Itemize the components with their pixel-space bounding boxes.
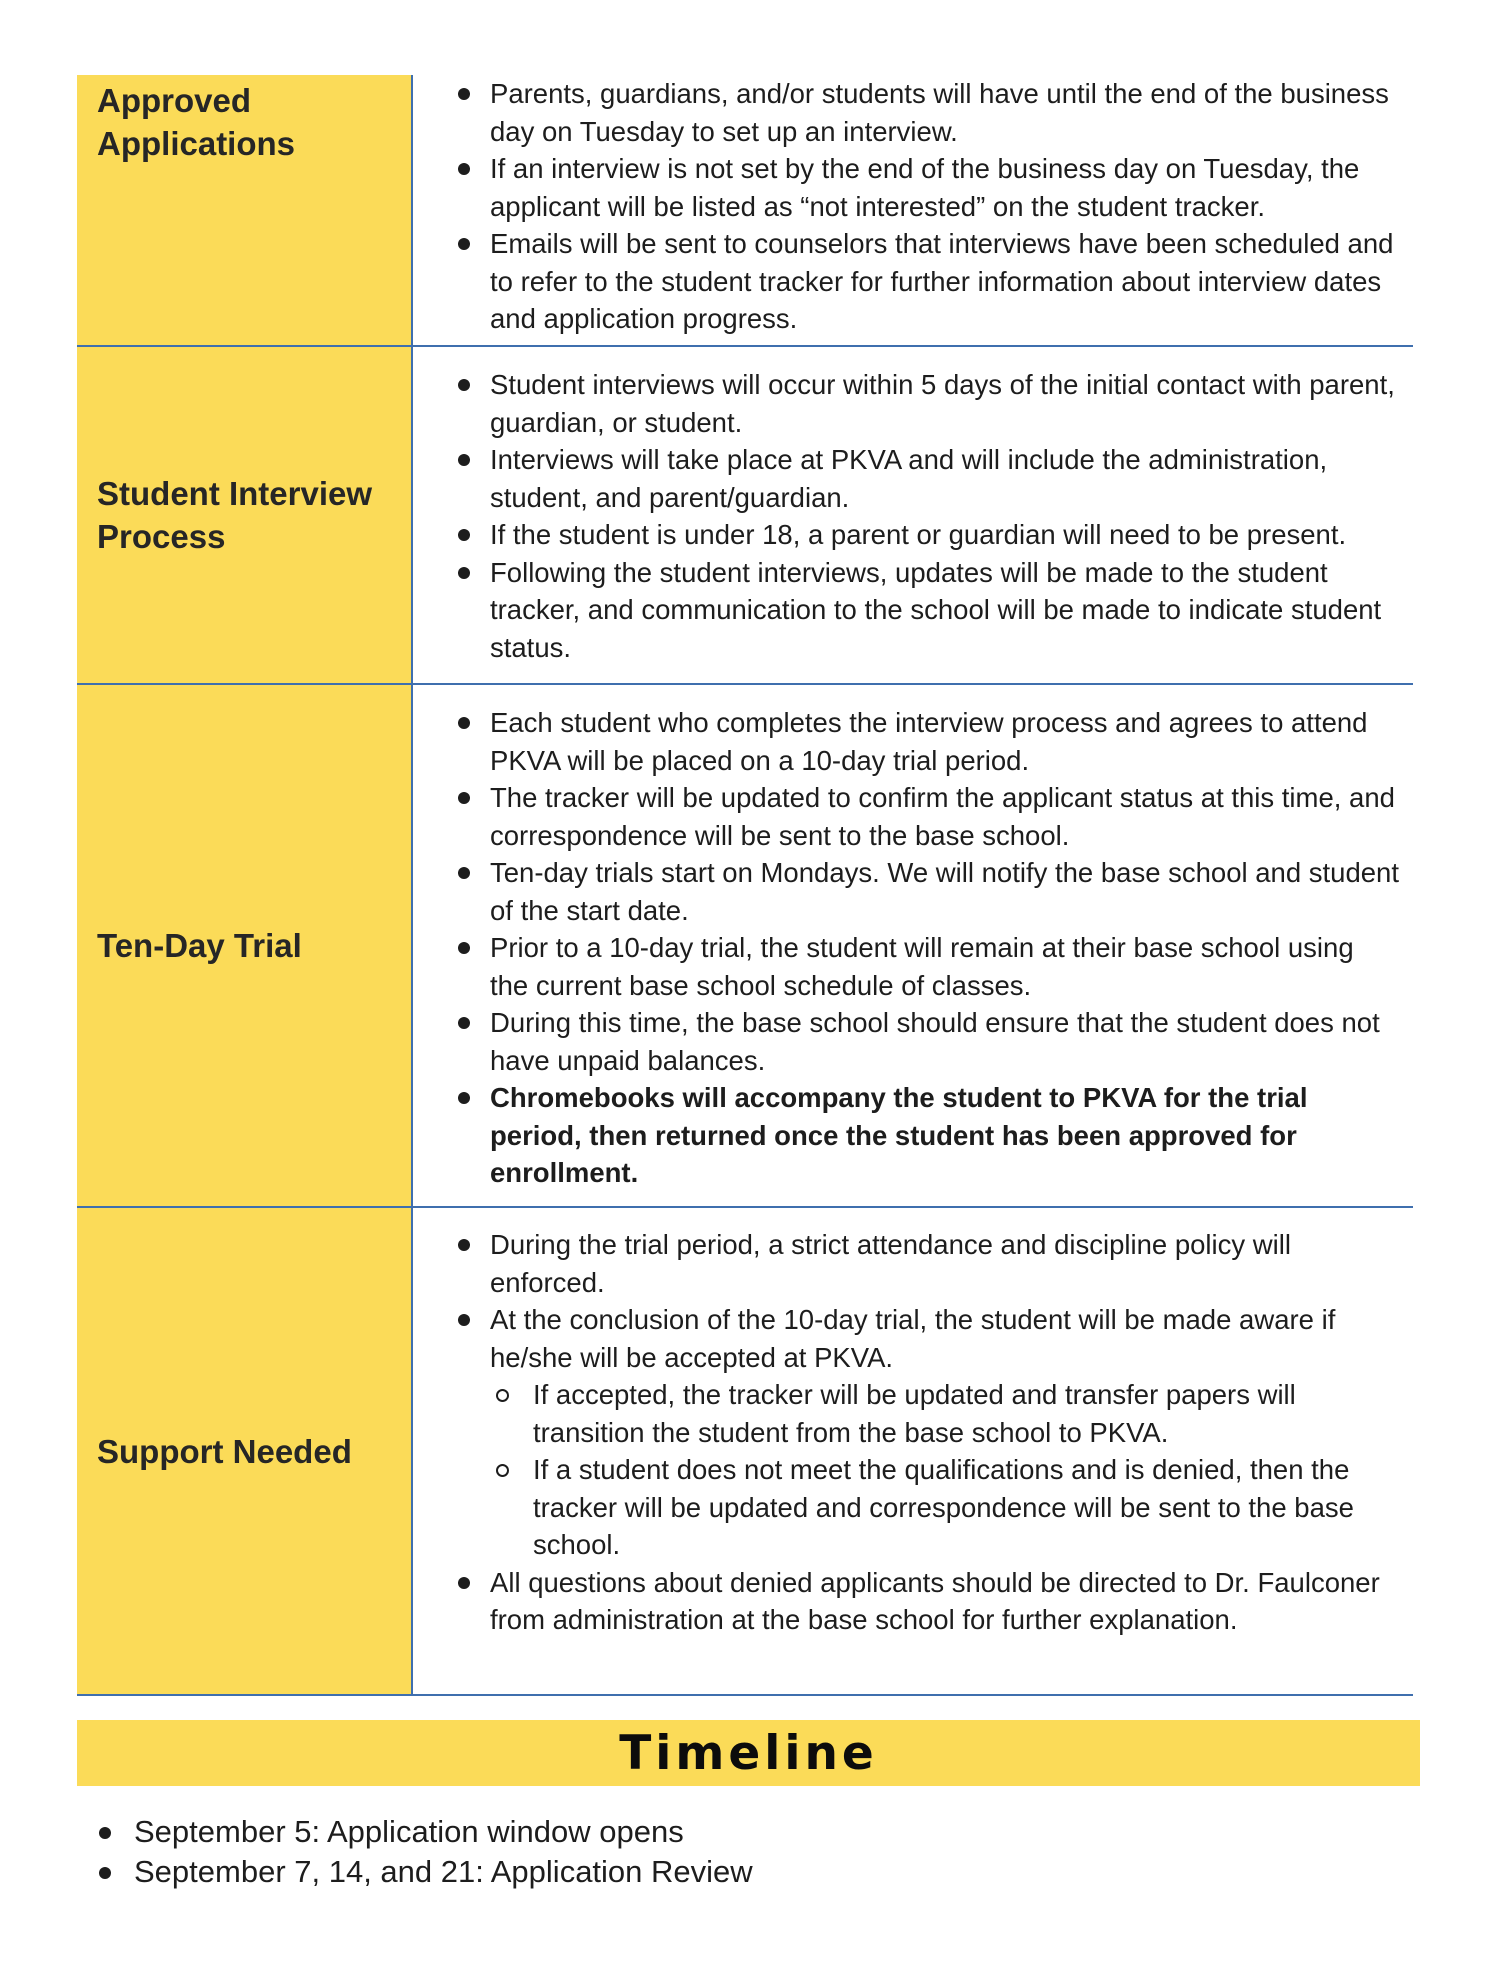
timeline-item: September 5: Application window opens: [97, 1812, 753, 1852]
list-item: Parents, guardians, and/or students will have until the end of the business day on Tuesday to set up an interview.: [77, 75, 1399, 150]
list-item: During this time, the base school should ensure that the student does not have unpaid balances.: [77, 1004, 1399, 1079]
row-content-cell: [413, 1208, 1413, 1694]
bullet-list: [413, 75, 1399, 338]
list-item-emphasis: Chromebooks will accompany the student to PKVA for the trial period, then returned once the student has been approved for enrollment.: [77, 1079, 1399, 1192]
sub-bullet-list: [490, 1376, 1399, 1564]
list-item: Student interviews will occur within 5 days of the initial contact with parent, guardian, or student.: [77, 366, 1399, 441]
bullet-list: [413, 1226, 1399, 1639]
row-label-ten-day-trial: Ten-Day Trial: [97, 927, 302, 964]
list-item: If the student is under 18, a parent or guardian will need to be present.: [77, 516, 1399, 554]
list-item: Ten-day trials start on Mondays. We will notify the base school and student of the start date.: [77, 854, 1399, 929]
table-row-support-needed: [77, 1208, 1413, 1696]
timeline-list: [97, 1812, 753, 1892]
table-row-ten-day-trial: [77, 685, 1413, 1208]
row-label-student-interview-process: Student Interview Process: [97, 475, 373, 555]
sub-list-item: If a student does not meet the qualifications and is denied, then the tracker will be updated and correspondence will be sent to the base school.: [490, 1451, 1399, 1564]
table-row-approved-applications: [77, 75, 1413, 347]
row-label-approved-applications: Approved Applications: [97, 82, 296, 162]
list-item: Each student who completes the interview process and agrees to attend PKVA will be placed on a 10-day trial period.: [77, 704, 1399, 779]
list-item-text: At the conclusion of the 10-day trial, the student will be made aware if he/she will be accepted at PKVA.: [490, 1304, 1336, 1373]
timeline-item: September 7, 14, and 21: Application Review: [97, 1852, 753, 1892]
row-content-cell: [413, 347, 1413, 683]
process-table: [77, 75, 1413, 1696]
list-item: Prior to a 10-day trial, the student will remain at their base school using the current base school schedule of classes.: [77, 929, 1399, 1004]
list-item: If an interview is not set by the end of the business day on Tuesday, the applicant will be listed as “not interested” on the student tracker.: [77, 150, 1399, 225]
row-content-cell: [413, 75, 1413, 345]
list-item: During the trial period, a strict attendance and discipline policy will enforced.: [77, 1226, 1399, 1301]
list-item: Interviews will take place at PKVA and will include the administration, student, and parent/guardian.: [77, 441, 1399, 516]
list-item: Emails will be sent to counselors that interviews have been scheduled and to refer to the student tracker for further information about interview dates and application progress.: [77, 225, 1399, 338]
list-item: The tracker will be updated to confirm the applicant status at this time, and correspondence will be sent to the base school.: [77, 779, 1399, 854]
table-row-student-interview-process: [77, 347, 1413, 685]
timeline-header-bar: [77, 1720, 1420, 1786]
list-item: All questions about denied applicants should be directed to Dr. Faulconer from administration at the base school for further explanation.: [77, 1564, 1399, 1639]
row-label-support-needed: Support Needed: [97, 1432, 352, 1470]
list-item: Following the student interviews, updates will be made to the student tracker, and communication to the school will be made to indicate student status.: [77, 554, 1399, 667]
row-content-cell: [413, 685, 1413, 1206]
bullet-list: [413, 366, 1399, 666]
sub-list-item: If accepted, the tracker will be updated and transfer papers will transition the student from the base school to PKVA.: [490, 1376, 1399, 1451]
list-item: [77, 1301, 1399, 1564]
bullet-list: [413, 704, 1399, 1192]
timeline-title: Timeline: [619, 1725, 878, 1781]
